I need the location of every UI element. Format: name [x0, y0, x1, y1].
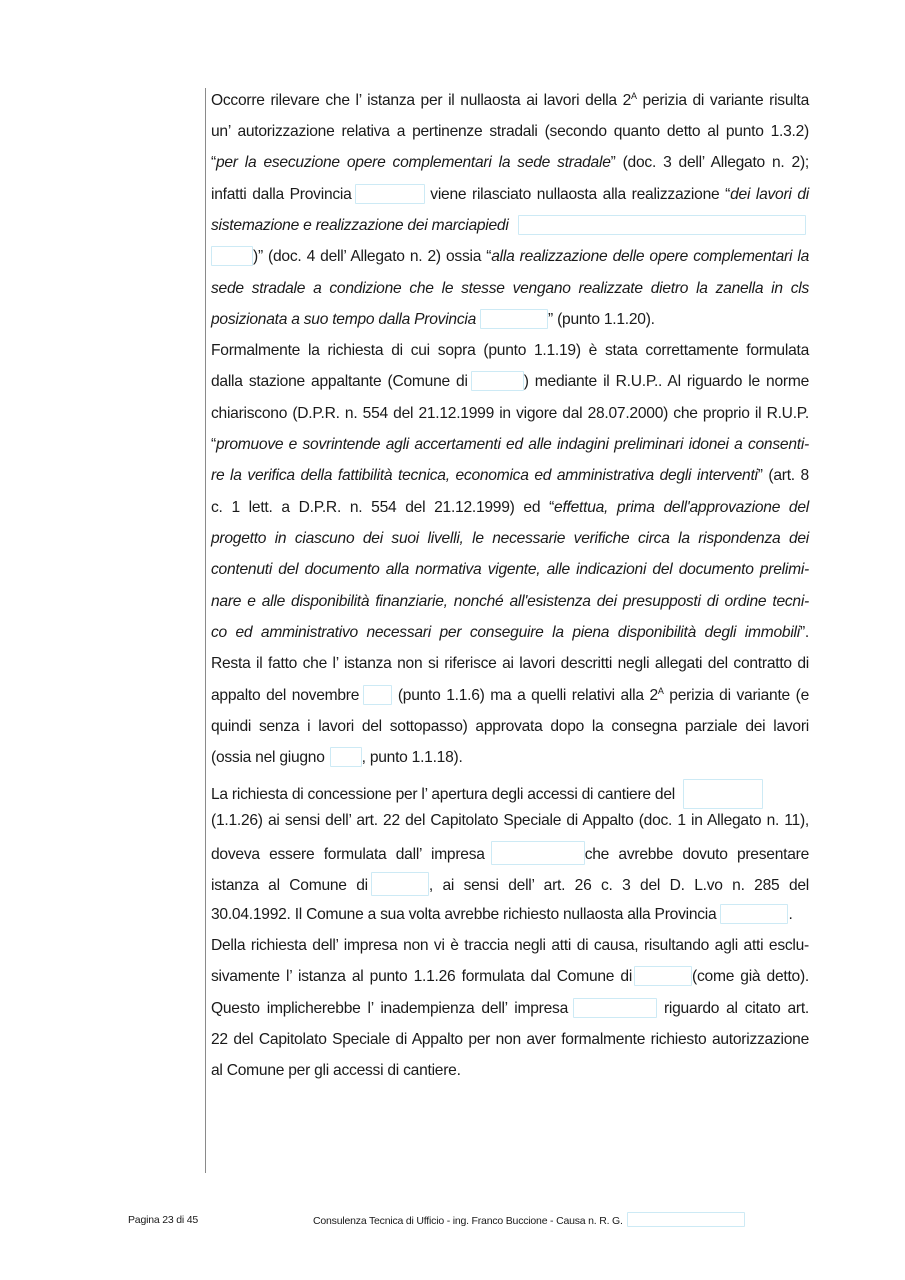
redaction-box	[355, 184, 425, 204]
text-line: quindi senza i lavori del sottopasso) approvata dopo la consegna parziale dei lavori	[211, 718, 809, 735]
redaction-box	[518, 215, 806, 235]
text-line: Resta il fatto che l’ istanza non si riferisce ai lavori descritti negli allegati del contratto di	[211, 655, 809, 672]
text-line: chiariscono (D.P.R. n. 554 del 21.12.1999 in vigore dal 28.07.2000) che proprio il R.U.P.	[211, 405, 809, 422]
text-line: appalto del novembre (punto 1.1.6) ma a quelli relativi alla $2^A$ perizia di variante (e	[211, 686, 809, 704]
text-line: progetto in ciascuno dei suoi livelli, le necessarie verifiche circa la rispondenza dei	[211, 530, 809, 547]
redaction-box	[573, 998, 657, 1018]
redaction-box	[480, 309, 548, 329]
redaction-box	[627, 1212, 745, 1227]
redaction-box	[491, 841, 585, 865]
text-line: istanza al Comune di , ai sensi dell’ art. 26 c. 3 del D. L.vo n. 285 del	[211, 872, 809, 894]
text-line: La richiesta di concessione per l’ apertura degli accessi di cantiere del	[211, 779, 814, 801]
text-line: “per la esecuzione opere complementari la sede stradale” (doc. 3 dell’ Allegato n. 2);	[211, 154, 809, 171]
redaction-box	[363, 685, 392, 705]
text-line: 22 del Capitolato Speciale di Appalto per non aver formalmente richiesto autorizzazione	[211, 1031, 809, 1048]
text-line: Questo implicherebbe l’ inadempienza dell’ impresa riguardo al citato art.	[211, 1000, 810, 1017]
text-line: c. 1 lett. a D.P.R. n. 554 del 21.12.1999) ed “effettua, prima dell'approvazione del	[211, 499, 809, 516]
text-line: )” (doc. 4 dell’ Allegato n. 2) ossia “alla realizzazione delle opere complementari la	[211, 246, 809, 268]
text-line: 30.04.1992. Il Comune a sua volta avrebbe richiesto nullaosta alla Provincia .	[211, 906, 793, 923]
text-line: dalla stazione appaltante (Comune di ) mediante il R.U.P.. Al riguardo le norme	[211, 373, 809, 390]
text-line: posizionata a suo tempo dalla Provincia ” (punto 1.1.20).	[211, 311, 655, 328]
text-line: nare e alle disponibilità finanziarie, nonché all'esistenza dei presupposti di ordine tecni-	[211, 593, 809, 610]
text-line: (1.1.26) ai sensi dell’ art. 22 del Capitolato Speciale di Appalto (doc. 1 in Allegato n. 11),	[211, 812, 809, 829]
text-line: Occorre rilevare che l’ istanza per il nullaosta ai lavori della $2^A$ perizia di variante risulta	[211, 91, 809, 109]
text-line: re la verifica della fattibilità tecnica, economica ed amministrativa degli interventi” (art. 8	[211, 467, 809, 484]
text-line: al Comune per gli accessi di cantiere.	[211, 1062, 461, 1079]
redaction-box	[471, 371, 524, 391]
margin-rule	[205, 88, 206, 1173]
redaction-box	[211, 246, 253, 266]
text-line: infatti dalla Provincia viene rilasciato nullaosta alla realizzazione “dei lavori di	[211, 186, 809, 203]
text-line: co ed amministrativo necessari per conseguire la piena disponibilità degli immobili”.	[211, 624, 809, 641]
text-line: Della richiesta dell’ impresa non vi è traccia negli atti di causa, risultando agli atti esclu-	[211, 937, 809, 954]
text-line: “promuove e sovrintende agli accertamenti ed alle indagini preliminari idonei a consenti-	[211, 436, 809, 453]
text-line: sede stradale a condizione che le stesse vengano realizzate dietro la zanella in cls	[211, 280, 809, 297]
redaction-box	[634, 966, 692, 986]
redaction-box	[720, 904, 788, 924]
page-number: Pagina 23 di 45	[128, 1214, 198, 1226]
text-line: (ossia nel giugno , punto 1.1.18).	[211, 749, 463, 766]
redaction-box	[683, 779, 763, 809]
footer-caption: Consulenza Tecnica di Ufficio - ing. Franco Buccione - Causa n. R. G.	[313, 1212, 745, 1229]
text-line: contenuti del documento alla normativa vigente, alle indicazioni del documento prelimi-	[211, 561, 809, 578]
redaction-box	[371, 872, 429, 896]
redaction-box	[330, 747, 362, 767]
text-line: sivamente l’ istanza al punto 1.1.26 formulata dal Comune di (come già detto).	[211, 968, 809, 985]
text-line: doveva essere formulata dall’ impresa che avrebbe dovuto presentare	[211, 841, 809, 863]
text-line: Formalmente la richiesta di cui sopra (punto 1.1.19) è stata correttamente formulata	[211, 342, 809, 359]
text-line: sistemazione e realizzazione dei marciapiedi	[211, 215, 809, 237]
text-line: un’ autorizzazione relativa a pertinenze stradali (secondo quanto detto al punto 1.3.2)	[211, 123, 809, 140]
